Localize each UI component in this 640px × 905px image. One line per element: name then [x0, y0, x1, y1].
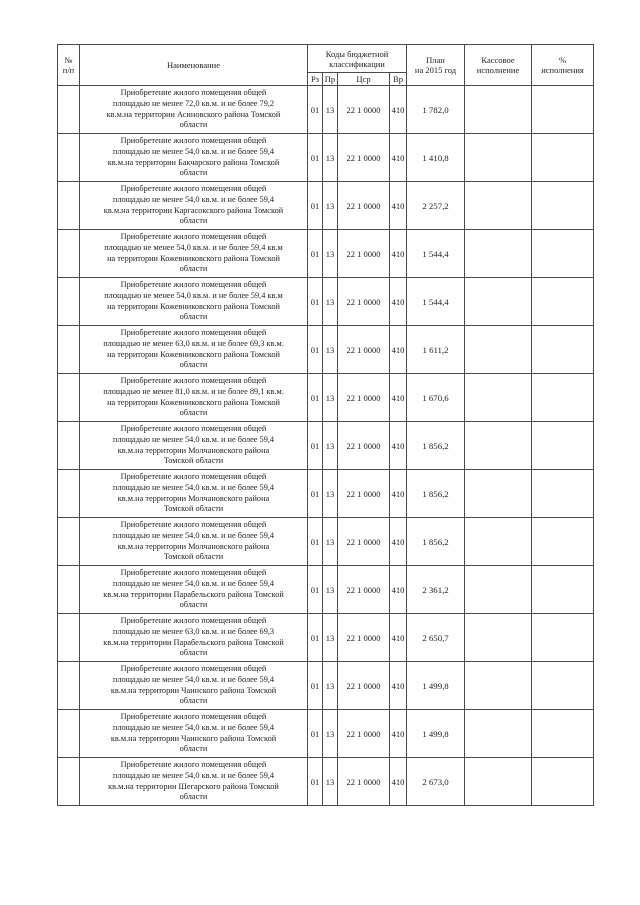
cash-execution-cell — [465, 326, 532, 374]
item-name-cell: Приобретение жилого помещения общей площадью не менее 54,0 кв.м. и не более 59,4 кв.м.на территории Каргасокского района Томской области — [80, 182, 308, 230]
table-row — [58, 134, 594, 182]
header-vr: Вр — [390, 73, 407, 86]
pr-cell: 13 — [323, 470, 338, 518]
plan-cell: 1 499,8 — [407, 662, 465, 710]
plan-cell: 1 670,6 — [407, 374, 465, 422]
pr-cell: 13 — [323, 518, 338, 566]
item-name-cell: Приобретение жилого помещения общей площадью не менее 72,0 кв.м. и не более 79,2 кв.м.на территории Асиновского района Томской области — [80, 86, 308, 134]
table-row — [58, 710, 594, 758]
percent-execution-cell — [532, 134, 594, 182]
table-row — [58, 86, 594, 134]
csr-cell: 22 1 0000 — [338, 422, 390, 470]
rz-cell: 01 — [308, 182, 323, 230]
percent-execution-cell — [532, 566, 594, 614]
table-header — [58, 45, 594, 86]
cash-execution-cell — [465, 662, 532, 710]
percent-execution-cell — [532, 614, 594, 662]
rz-cell: 01 — [308, 470, 323, 518]
item-name-cell: Приобретение жилого помещения общей площадью не менее 54,0 кв.м. и не более 59,4 кв.м.на территории Молчановского района Томской области — [80, 470, 308, 518]
table-row — [58, 278, 594, 326]
vr-cell: 410 — [390, 422, 407, 470]
row-number-cell — [58, 662, 80, 710]
vr-cell: 410 — [390, 566, 407, 614]
percent-execution-cell — [532, 518, 594, 566]
vr-cell: 410 — [390, 230, 407, 278]
percent-execution-cell — [532, 278, 594, 326]
rz-cell: 01 — [308, 614, 323, 662]
header-rz: Рз — [308, 73, 323, 86]
row-number-cell — [58, 710, 80, 758]
csr-cell: 22 1 0000 — [338, 662, 390, 710]
cash-execution-cell — [465, 86, 532, 134]
item-name-cell: Приобретение жилого помещения общей площадью не менее 63,0 кв.м. и не более 69,3 кв.м. на территории Кожевниковского района Томской области — [80, 326, 308, 374]
cash-execution-cell — [465, 134, 532, 182]
item-name-cell: Приобретение жилого помещения общей площадью не менее 54,0 кв.м. и не более 59,4 кв.м.на территории Шегарского района Томской области — [80, 758, 308, 806]
plan-cell: 1 856,2 — [407, 518, 465, 566]
row-number-cell — [58, 326, 80, 374]
cash-execution-cell — [465, 710, 532, 758]
row-number-cell — [58, 758, 80, 806]
csr-cell: 22 1 0000 — [338, 278, 390, 326]
rz-cell: 01 — [308, 710, 323, 758]
table-row — [58, 566, 594, 614]
plan-cell: 1 544,4 — [407, 230, 465, 278]
table-body — [58, 86, 594, 806]
table-row — [58, 182, 594, 230]
header-csr: Цср — [338, 73, 390, 86]
item-name-cell: Приобретение жилого помещения общей площадью не менее 54,0 кв.м. и не более 59,4 кв.м.на территории Бакчарского района Томской области — [80, 134, 308, 182]
pr-cell: 13 — [323, 422, 338, 470]
vr-cell: 410 — [390, 710, 407, 758]
plan-cell: 1 410,8 — [407, 134, 465, 182]
cash-execution-cell — [465, 278, 532, 326]
csr-cell: 22 1 0000 — [338, 710, 390, 758]
vr-cell: 410 — [390, 374, 407, 422]
rz-cell: 01 — [308, 86, 323, 134]
percent-execution-cell — [532, 758, 594, 806]
vr-cell: 410 — [390, 86, 407, 134]
rz-cell: 01 — [308, 758, 323, 806]
table-row — [58, 230, 594, 278]
rz-cell: 01 — [308, 422, 323, 470]
row-number-cell — [58, 134, 80, 182]
percent-execution-cell — [532, 182, 594, 230]
csr-cell: 22 1 0000 — [338, 326, 390, 374]
table-row — [58, 662, 594, 710]
csr-cell: 22 1 0000 — [338, 182, 390, 230]
plan-cell: 2 650,7 — [407, 614, 465, 662]
plan-cell: 2 361,2 — [407, 566, 465, 614]
table-row — [58, 470, 594, 518]
percent-execution-cell — [532, 470, 594, 518]
budget-table — [57, 44, 594, 806]
row-number-cell — [58, 470, 80, 518]
vr-cell: 410 — [390, 518, 407, 566]
percent-execution-cell — [532, 86, 594, 134]
csr-cell: 22 1 0000 — [338, 374, 390, 422]
table-row — [58, 326, 594, 374]
header-num: № п/п — [58, 45, 80, 86]
row-number-cell — [58, 230, 80, 278]
pr-cell: 13 — [323, 86, 338, 134]
rz-cell: 01 — [308, 374, 323, 422]
header-pr: Пр — [323, 73, 338, 86]
table-row — [58, 374, 594, 422]
rz-cell: 01 — [308, 662, 323, 710]
csr-cell: 22 1 0000 — [338, 518, 390, 566]
pr-cell: 13 — [323, 134, 338, 182]
table-row — [58, 422, 594, 470]
csr-cell: 22 1 0000 — [338, 566, 390, 614]
plan-cell: 2 257,2 — [407, 182, 465, 230]
header-plan: План на 2015 год — [407, 45, 465, 86]
item-name-cell: Приобретение жилого помещения общей площадью не менее 54,0 кв.м. и не более 59,4 кв.м.на территории Чаинского района Томской области — [80, 710, 308, 758]
percent-execution-cell — [532, 662, 594, 710]
item-name-cell: Приобретение жилого помещения общей площадью не менее 54,0 кв.м. и не более 59,4 кв.м на территории Кожевниковского района Томской области — [80, 278, 308, 326]
row-number-cell — [58, 422, 80, 470]
row-number-cell — [58, 566, 80, 614]
rz-cell: 01 — [308, 278, 323, 326]
row-number-cell — [58, 278, 80, 326]
cash-execution-cell — [465, 758, 532, 806]
table-row — [58, 518, 594, 566]
cash-execution-cell — [465, 230, 532, 278]
pr-cell: 13 — [323, 326, 338, 374]
pr-cell: 13 — [323, 230, 338, 278]
percent-execution-cell — [532, 710, 594, 758]
item-name-cell: Приобретение жилого помещения общей площадью не менее 81,0 кв.м. и не более 89,1 кв.м. на территории Кожевниковского района Томской области — [80, 374, 308, 422]
vr-cell: 410 — [390, 662, 407, 710]
row-number-cell — [58, 518, 80, 566]
rz-cell: 01 — [308, 566, 323, 614]
plan-cell: 1 782,0 — [407, 86, 465, 134]
header-cash-execution: Кассовое исполнение — [465, 45, 532, 86]
table-row — [58, 614, 594, 662]
plan-cell: 1 611,2 — [407, 326, 465, 374]
rz-cell: 01 — [308, 518, 323, 566]
pr-cell: 13 — [323, 662, 338, 710]
vr-cell: 410 — [390, 470, 407, 518]
plan-cell: 1 499,8 — [407, 710, 465, 758]
item-name-cell: Приобретение жилого помещения общей площадью не менее 54,0 кв.м. и не более 59,4 кв.м.на территории Чаинского района Томской области — [80, 662, 308, 710]
vr-cell: 410 — [390, 278, 407, 326]
plan-cell: 1 544,4 — [407, 278, 465, 326]
cash-execution-cell — [465, 566, 532, 614]
percent-execution-cell — [532, 422, 594, 470]
csr-cell: 22 1 0000 — [338, 86, 390, 134]
row-number-cell — [58, 614, 80, 662]
plan-cell: 1 856,2 — [407, 422, 465, 470]
item-name-cell: Приобретение жилого помещения общей площадью не менее 54,0 кв.м. и не более 59,4 кв.м.на территории Молчановского района Томской области — [80, 518, 308, 566]
item-name-cell: Приобретение жилого помещения общей площадью не менее 54,0 кв.м. и не более 59,4 кв.м на территории Кожевниковского района Томской области — [80, 230, 308, 278]
cash-execution-cell — [465, 614, 532, 662]
cash-execution-cell — [465, 518, 532, 566]
rz-cell: 01 — [308, 134, 323, 182]
cash-execution-cell — [465, 374, 532, 422]
rz-cell: 01 — [308, 326, 323, 374]
item-name-cell: Приобретение жилого помещения общей площадью не менее 54,0 кв.м. и не более 59,4 кв.м.на территории Парабельского района Томской области — [80, 566, 308, 614]
cash-execution-cell — [465, 422, 532, 470]
row-number-cell — [58, 182, 80, 230]
pr-cell: 13 — [323, 758, 338, 806]
pr-cell: 13 — [323, 614, 338, 662]
csr-cell: 22 1 0000 — [338, 614, 390, 662]
row-number-cell — [58, 86, 80, 134]
csr-cell: 22 1 0000 — [338, 230, 390, 278]
header-percent-execution: % исполнения — [532, 45, 594, 86]
vr-cell: 410 — [390, 758, 407, 806]
rz-cell: 01 — [308, 230, 323, 278]
percent-execution-cell — [532, 326, 594, 374]
cash-execution-cell — [465, 470, 532, 518]
pr-cell: 13 — [323, 182, 338, 230]
item-name-cell: Приобретение жилого помещения общей площадью не менее 54,0 кв.м. и не более 59,4 кв.м.на территории Молчановского района Томской области — [80, 422, 308, 470]
percent-execution-cell — [532, 230, 594, 278]
plan-cell: 1 856,2 — [407, 470, 465, 518]
plan-cell: 2 673,0 — [407, 758, 465, 806]
csr-cell: 22 1 0000 — [338, 134, 390, 182]
header-budget-codes: Коды бюджетной классификации — [308, 45, 407, 73]
pr-cell: 13 — [323, 278, 338, 326]
vr-cell: 410 — [390, 326, 407, 374]
pr-cell: 13 — [323, 566, 338, 614]
table-row — [58, 758, 594, 806]
row-number-cell — [58, 374, 80, 422]
header-name: Наименование — [80, 45, 308, 86]
vr-cell: 410 — [390, 614, 407, 662]
csr-cell: 22 1 0000 — [338, 758, 390, 806]
csr-cell: 22 1 0000 — [338, 470, 390, 518]
item-name-cell: Приобретение жилого помещения общей площадью не менее 63,0 кв.м. и не более 69,3 кв.м.на территории Парабельского района Томской области — [80, 614, 308, 662]
vr-cell: 410 — [390, 134, 407, 182]
cash-execution-cell — [465, 182, 532, 230]
pr-cell: 13 — [323, 710, 338, 758]
percent-execution-cell — [532, 374, 594, 422]
pr-cell: 13 — [323, 374, 338, 422]
vr-cell: 410 — [390, 182, 407, 230]
